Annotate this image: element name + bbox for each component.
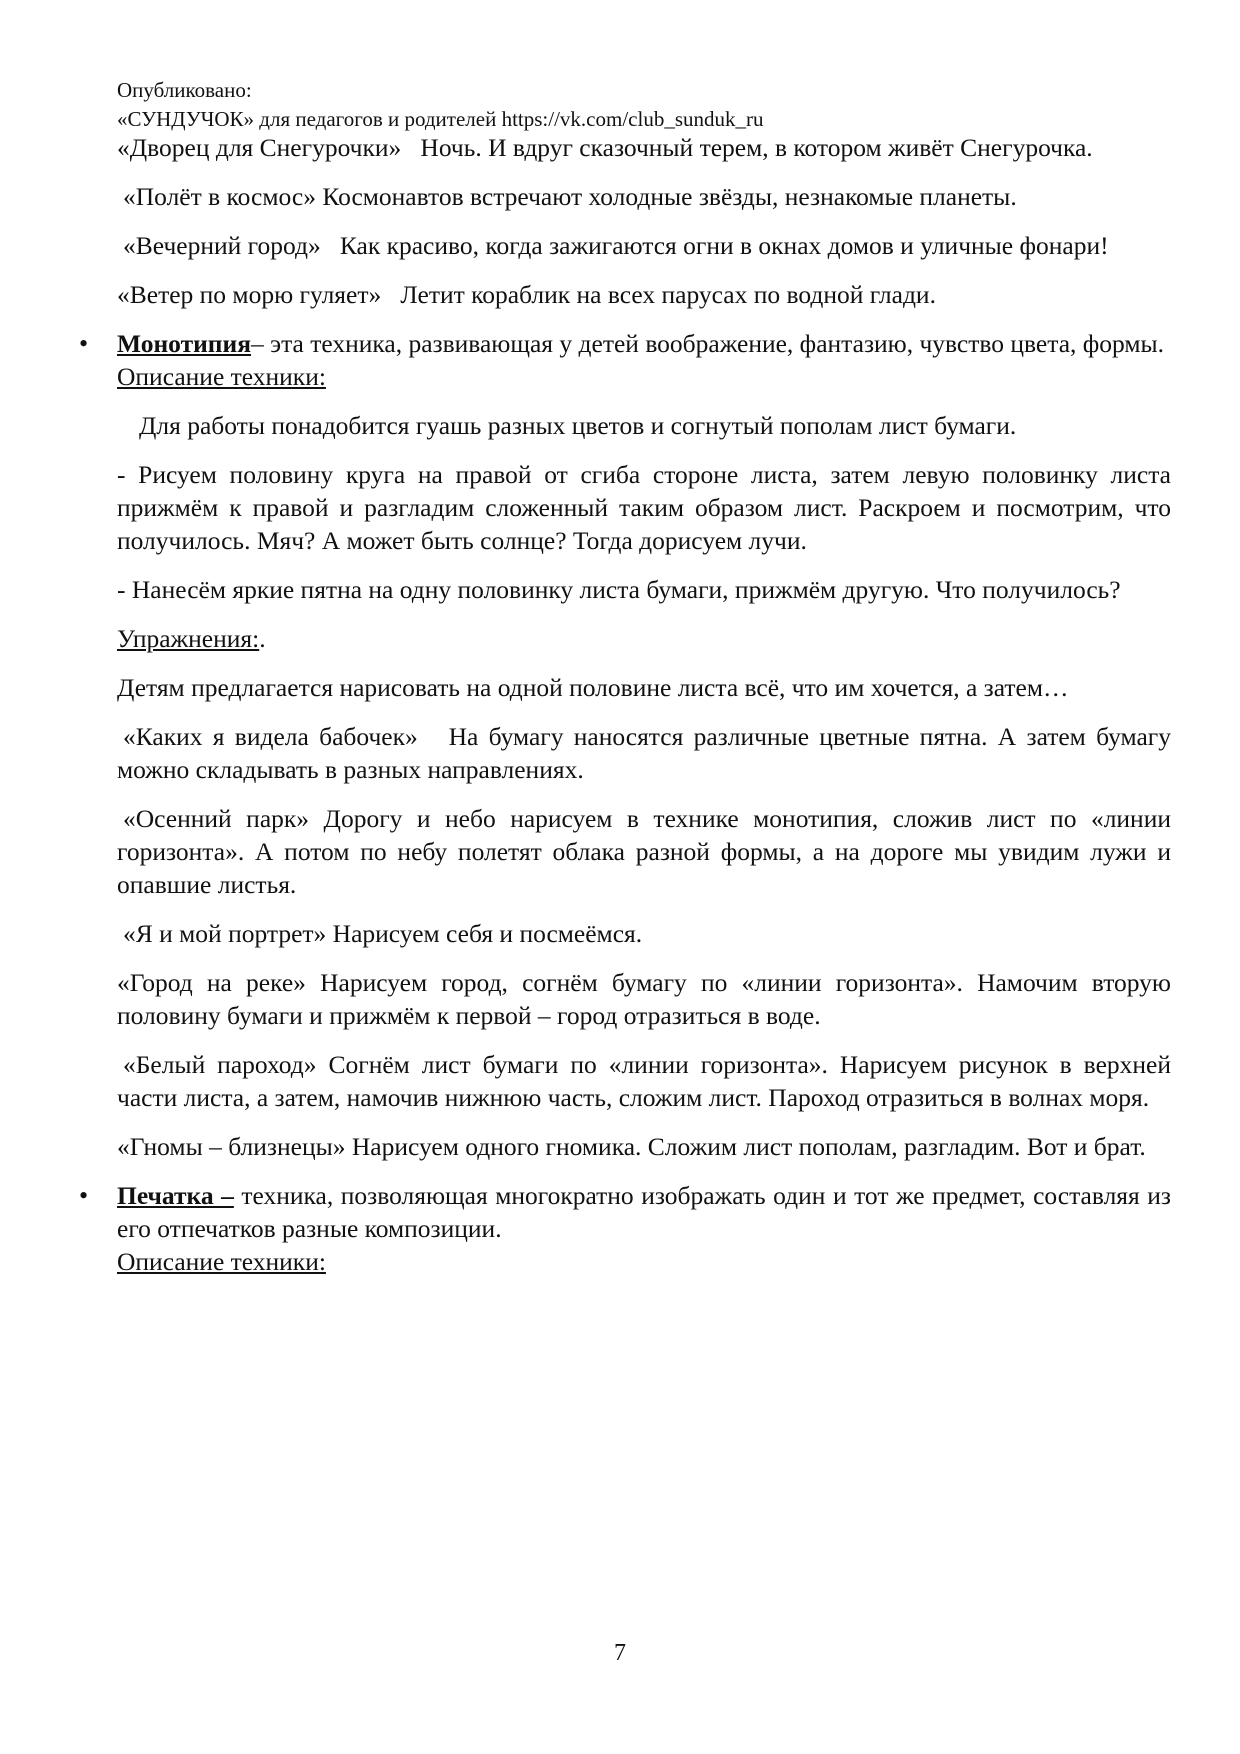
bullet-icon: • bbox=[79, 1181, 89, 1210]
stamp-definition bbox=[117, 1179, 1171, 1245]
item-title: «Дворец для Снегурочки» bbox=[117, 133, 402, 162]
paragraph-dvorets bbox=[117, 131, 1171, 164]
bullet-icon: • bbox=[79, 329, 89, 358]
paragraph-exercises-intro: Детям предлагается нарисовать на одной половине листа всё, что им хочется, а затем… bbox=[117, 673, 1069, 702]
source-line: «СУНДУЧОК» для педагогов и родителей https://vk.com/club_sunduk_ru bbox=[117, 107, 764, 131]
bullet-monotype bbox=[79, 327, 1171, 393]
item-title: «Я и мой портрет» bbox=[123, 919, 327, 948]
exercise-gorod-na-reke bbox=[117, 966, 1171, 1032]
paragraph-materials: Для работы понадобится гуашь разных цветов и согнутый пополам лист бумаги. bbox=[139, 411, 1017, 440]
item-title: «Белый пароход» bbox=[123, 1050, 317, 1079]
document-body bbox=[79, 131, 1172, 1278]
item-text: На бумагу наносятся различные цветные пятна. А затем бумагу можно складывать в разных направлениях. bbox=[117, 722, 1172, 784]
exercise-osenniy-park bbox=[117, 802, 1171, 901]
publication-header bbox=[117, 76, 764, 134]
exercise-gnomy bbox=[117, 1130, 1171, 1163]
exercise-babochki bbox=[117, 720, 1171, 786]
paragraph-step2: - Нанесём яркие пятна на одну половинку листа бумаги, прижмём другую. Что получилось? bbox=[117, 575, 1121, 604]
paragraph-veter bbox=[117, 278, 1171, 311]
item-text: Нарисуем одного гномика. Сложим лист пополам, разгладим. Вот и брат. bbox=[351, 1132, 1146, 1161]
paragraph-polet bbox=[117, 180, 1171, 213]
item-text: Ночь. И вдруг сказочный терем, в котором живёт Снегурочка. bbox=[420, 133, 1093, 162]
item-text: Согнём лист бумаги по «линии горизонта». Нарисуем рисунок в верхней части листа, а затем, намочив нижнюю часть, сложим лист. Пароход отразиться в волнах моря. bbox=[117, 1050, 1171, 1112]
item-text: Летит кораблик на всех парусах по водной глади. bbox=[400, 280, 936, 309]
definition-text: – эта техника, развивающая у детей воображение, фантазию, чувство цвета, формы. bbox=[251, 329, 1165, 358]
item-title: «Ветер по морю гуляет» bbox=[117, 280, 382, 309]
item-text: Дорогу и небо нарисуем в технике монотипия, сложив лист по «линии горизонта». А потом по небу полетят облака разной формы, а на дороге мы увидим лужи и опавшие листья. bbox=[117, 804, 1171, 899]
published-label: Опубликовано: bbox=[117, 78, 252, 102]
item-text: Нарисуем себя и посмеёмся. bbox=[332, 919, 643, 948]
exercises-heading: Упражнения:. bbox=[117, 624, 266, 653]
item-title: «Каких я видела бабочек» bbox=[123, 722, 418, 751]
item-text: Космонавтов встречают холодные звёзды, незнакомые планеты. bbox=[322, 182, 1017, 211]
description-heading: Описание техники: bbox=[117, 1247, 326, 1276]
paragraph-vecherniy-gorod bbox=[117, 229, 1171, 262]
definition-text: техника, позволяющая многократно изображать один и тот же предмет, составляя из его отпечатков разные композиции. bbox=[117, 1181, 1172, 1243]
item-text: Нарисуем город, согнём бумагу по «линии горизонта». Намочим вторую половину бумаги и прижмём к первой – город отразиться в воде. bbox=[117, 968, 1171, 1030]
term-stamp: Печатка – bbox=[117, 1181, 234, 1210]
paragraph-step1: - Рисуем половину круга на правой от сгиба стороне листа, затем левую половинку листа прижмём к правой и разгладим сложенный таким образом лист. Раскроем и посмотрим, что получилось. Мяч? А может быть солнце? Тогда дорисуем лучи. bbox=[117, 460, 1171, 555]
description-heading: Описание техники: bbox=[117, 362, 326, 391]
exercise-belyy-parokhod bbox=[117, 1048, 1171, 1114]
item-title: «Осенний парк» bbox=[123, 804, 310, 833]
item-text: Как красиво, когда зажигаются огни в окнах домов и уличные фонари! bbox=[339, 231, 1109, 260]
bullet-stamp bbox=[79, 1179, 1172, 1278]
monotype-definition bbox=[117, 327, 1171, 360]
item-title: «Гномы – близнецы» bbox=[117, 1132, 346, 1161]
item-title: «Вечерний город» bbox=[123, 231, 321, 260]
exercise-portret bbox=[117, 917, 1171, 950]
page-number: 7 bbox=[614, 1640, 626, 1666]
item-title: «Полёт в космос» bbox=[123, 182, 316, 211]
term-monotype: Монотипия bbox=[117, 329, 251, 358]
item-title: «Город на реке» bbox=[117, 968, 306, 997]
heading-suffix: . bbox=[259, 624, 266, 653]
